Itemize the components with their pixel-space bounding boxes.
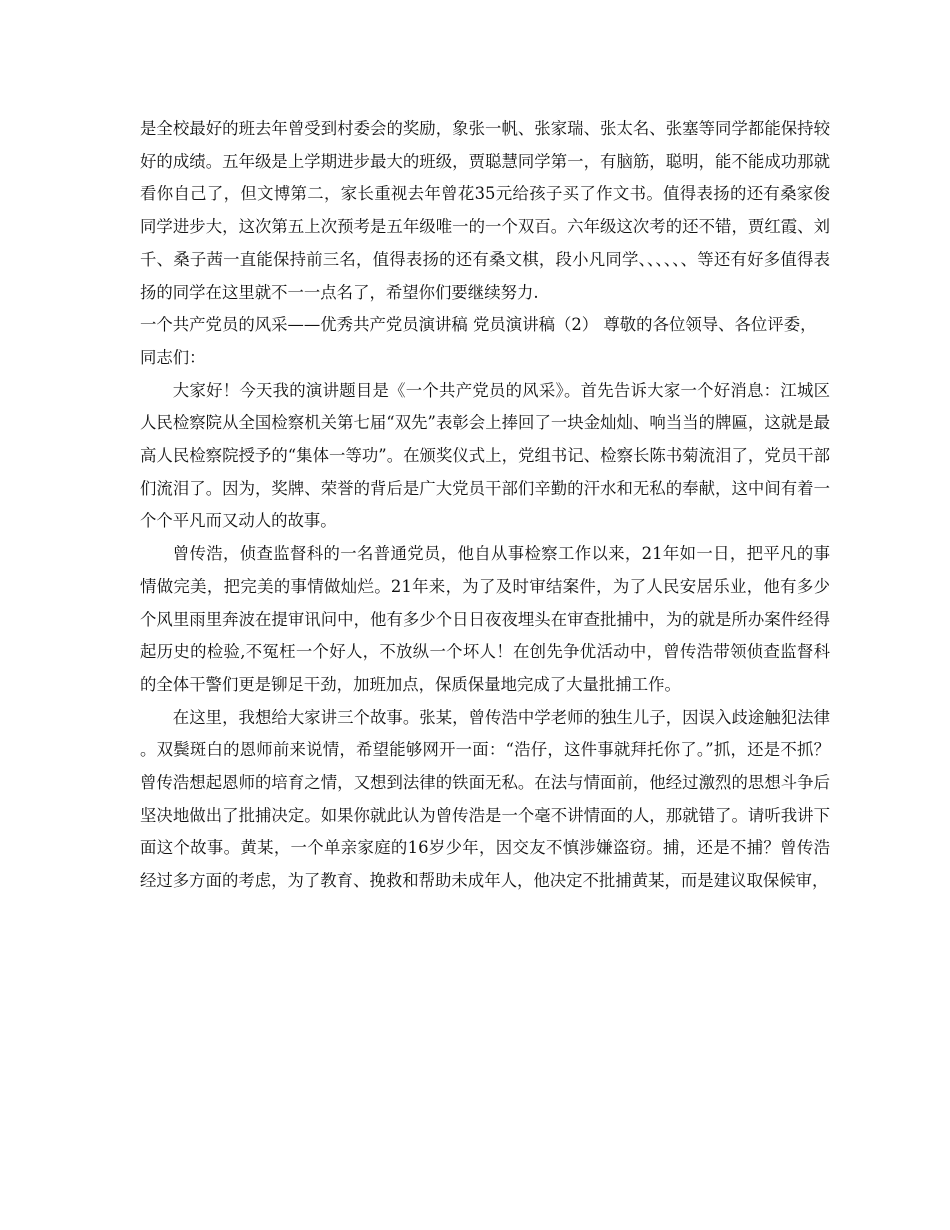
paragraph-school-awards: 是全校最好的班去年曾受到村委会的奖励，象张一帆、张家瑞、张太名、张塞等同学都能保持较好的成绩。五年级是上学期进步最大的班级，贾聪慧同学第一，有脑筋，聪明，能不能成功那就看你自己了，但文博第二，家长重视去年曾花35元给孩子买了作文书。值得表扬的还有桑家俊同学进步大，这次第五上次预考是五年级唯一的一个双百。六年级这次考的还不错，贾红霞、刘千、桑子茜一直能保持前三名，值得表扬的还有桑文棋，段小凡同学、、、、、、等还有好多值得表扬的同学在这里就不一一点名了，希望你们要继续努力.: [140, 119, 830, 302]
paragraph-zeng-chuanhao: 曾传浩，侦查监督科的一名普通党员，他自从事检察工作以来，21年如一日，把平凡的事情做完美，把完美的事情做灿烂。21年来，为了及时审结案件，为了人民安居乐业，他有多少个风里雨里奔波在提审讯问中，他有多少个日日夜夜埋头在审查批捕中，为的就是所办案件经得起历史的检验,不冤枉一个好人，不放纵一个坏人！在创先争优活动中，曾传浩带领侦查监督科的全体干警们更是铆足干劲，加班加点，保质保量地完成了大量批捕工作。: [140, 544, 830, 694]
document-body: [140, 113, 830, 898]
paragraph-three-stories: 在这里，我想给大家讲三个故事。张某，曾传浩中学老师的独生儿子，因误入歧途触犯法律。双鬓斑白的恩师前来说情，希望能够网开一面：“浩仔，这件事就拜托你了。”抓，还是不抓？曾传浩想起恩师的培育之情，又想到法律的铁面无私。在法与情面前，他经过激烈的思想斗争后坚决地做出了批捕决定。如果你就此认为曾传浩是一个毫不讲情面的人，那就错了。请听我讲下面这个故事。黄某，一个单亲家庭的16岁少年，因交友不慎涉嫌盗窃。捕，还是不捕？曾传浩经过多方面的考虑，为了教育、挽救和帮助未成年人，他决定不批捕黄某，而是建议取保候审，: [140, 707, 830, 891]
paragraph-introduction: 大家好！今天我的演讲题目是《一个共产党员的风采》。首先告诉大家一个好消息：江城区人民检察院从全国检察机关第七届“双先”表彰会上捧回了一块金灿灿、响当当的牌匾，这就是最高人民检察院授予的“集体一等功”。在颁奖仪式上，党组书记、检察长陈书菊流泪了，党员干部们流泪了。因为，奖牌、荣誉的背后是广大党员干部们辛勤的汗水和无私的奉献，这中间有着一个个平凡而又动人的故事。: [140, 380, 830, 531]
speech-title-line: 一个共产党员的风采——优秀共产党员演讲稿 党员演讲稿（2） 尊敬的各位领导、各位评委，同志们：: [140, 315, 817, 367]
